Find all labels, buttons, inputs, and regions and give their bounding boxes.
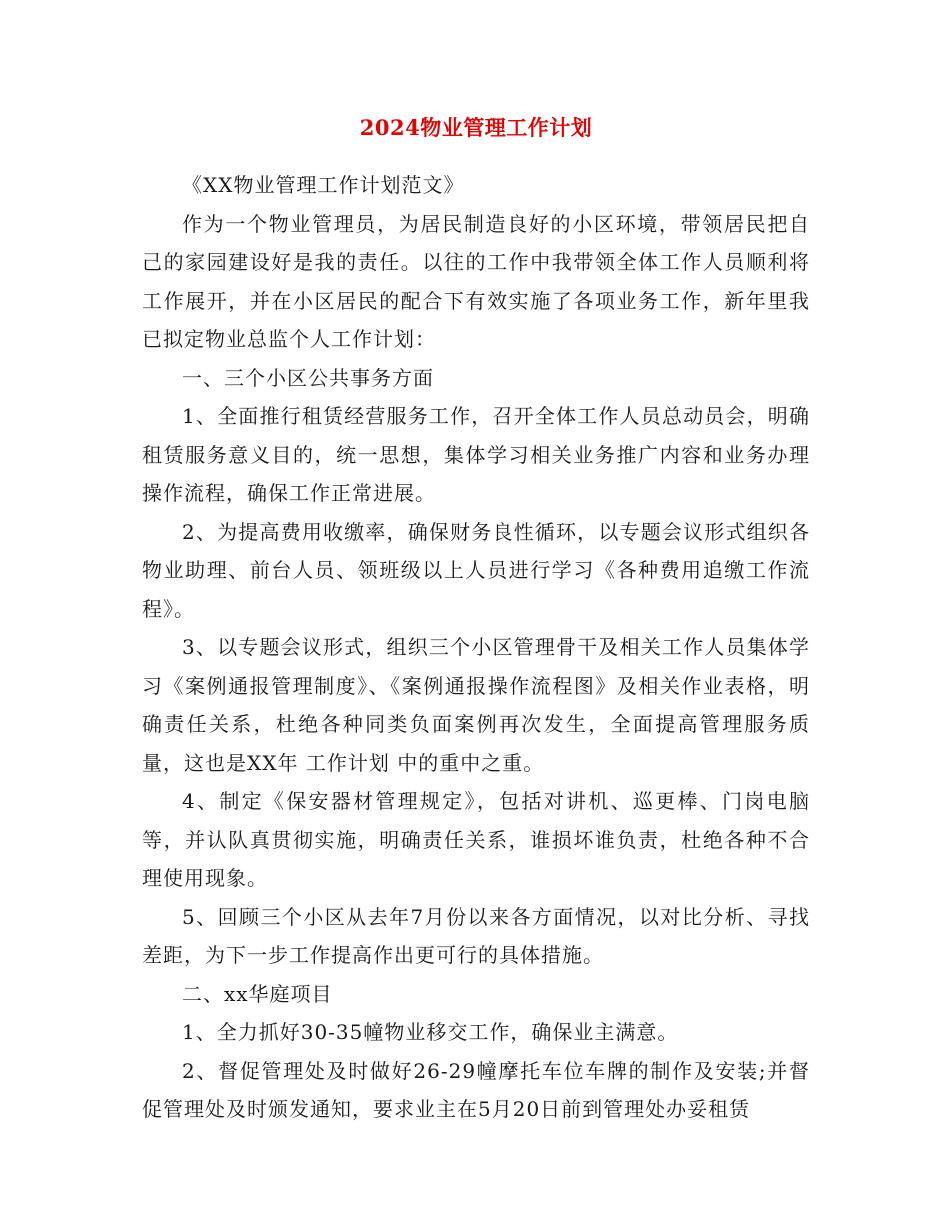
document-body (142, 166, 810, 1129)
paragraph-item-4: 4、制定《保安器材管理规定》，包括对讲机、巡更棒、门岗电脑等，并认队真贯彻实施，明确责任关系，谁损坏谁负责，杜绝各种不合理使用现象。 (142, 789, 810, 890)
document-title: 2024物业管理工作计划 (359, 115, 593, 140)
paragraph-project-item-2: 2、督促管理处及时做好26-29幢摩托车位车牌的制作及安装;并督促管理处及时颁发通知，要求业主在5月20日前到管理处办妥租赁 (142, 1058, 810, 1121)
paragraph-source-title: 《XX物业管理工作计划范文》 (182, 173, 465, 197)
section-heading-project: 二、xx华庭项目 (182, 981, 333, 1006)
paragraph-intro: 作为一个物业管理员，为居民制造良好的小区环境，带领居民把自己的家园建设好是我的责任。以往的工作中我带领全体工作人员顺利将工作展开，并在小区居民的配合下有效实施了各项业务工作，新年里我已拟定物业总监个人工作计划： (142, 211, 810, 351)
paragraph-item-2: 2、为提高费用收缴率，确保财务良性循环，以专题会议形式组织各物业助理、前台人员、领班级以上人员进行学习《各种费用追缴工作流程》。 (142, 519, 810, 621)
paragraph-project-item-1: 1、全力抓好30-35幢物业移交工作，确保业主满意。 (182, 1020, 679, 1044)
paragraph-item-5: 5、回顾三个小区从去年7月份以来各方面情况，以对比分析、寻找差距，为下一步工作提高作出更可行的具体措施。 (142, 904, 810, 967)
section-heading-public-affairs: 一、三个小区公共事务方面 (182, 365, 434, 390)
paragraph-item-3: 3、以专题会议形式，组织三个小区管理骨干及相关工作人员集体学习《案例通报管理制度》、《案例通报操作流程图》及相关作业表格，明确责任关系，杜绝各种同类负面案例再次发生，全面提高管理服务质量，这也是XX年 工作计划 中的重中之重。 (142, 635, 810, 775)
paragraph-item-1: 1、全面推行租赁经营服务工作，召开全体工作人员总动员会，明确租赁服务意义目的，统一思想，集体学习相关业务推广内容和业务办理操作流程，确保工作正常进展。 (142, 404, 810, 505)
